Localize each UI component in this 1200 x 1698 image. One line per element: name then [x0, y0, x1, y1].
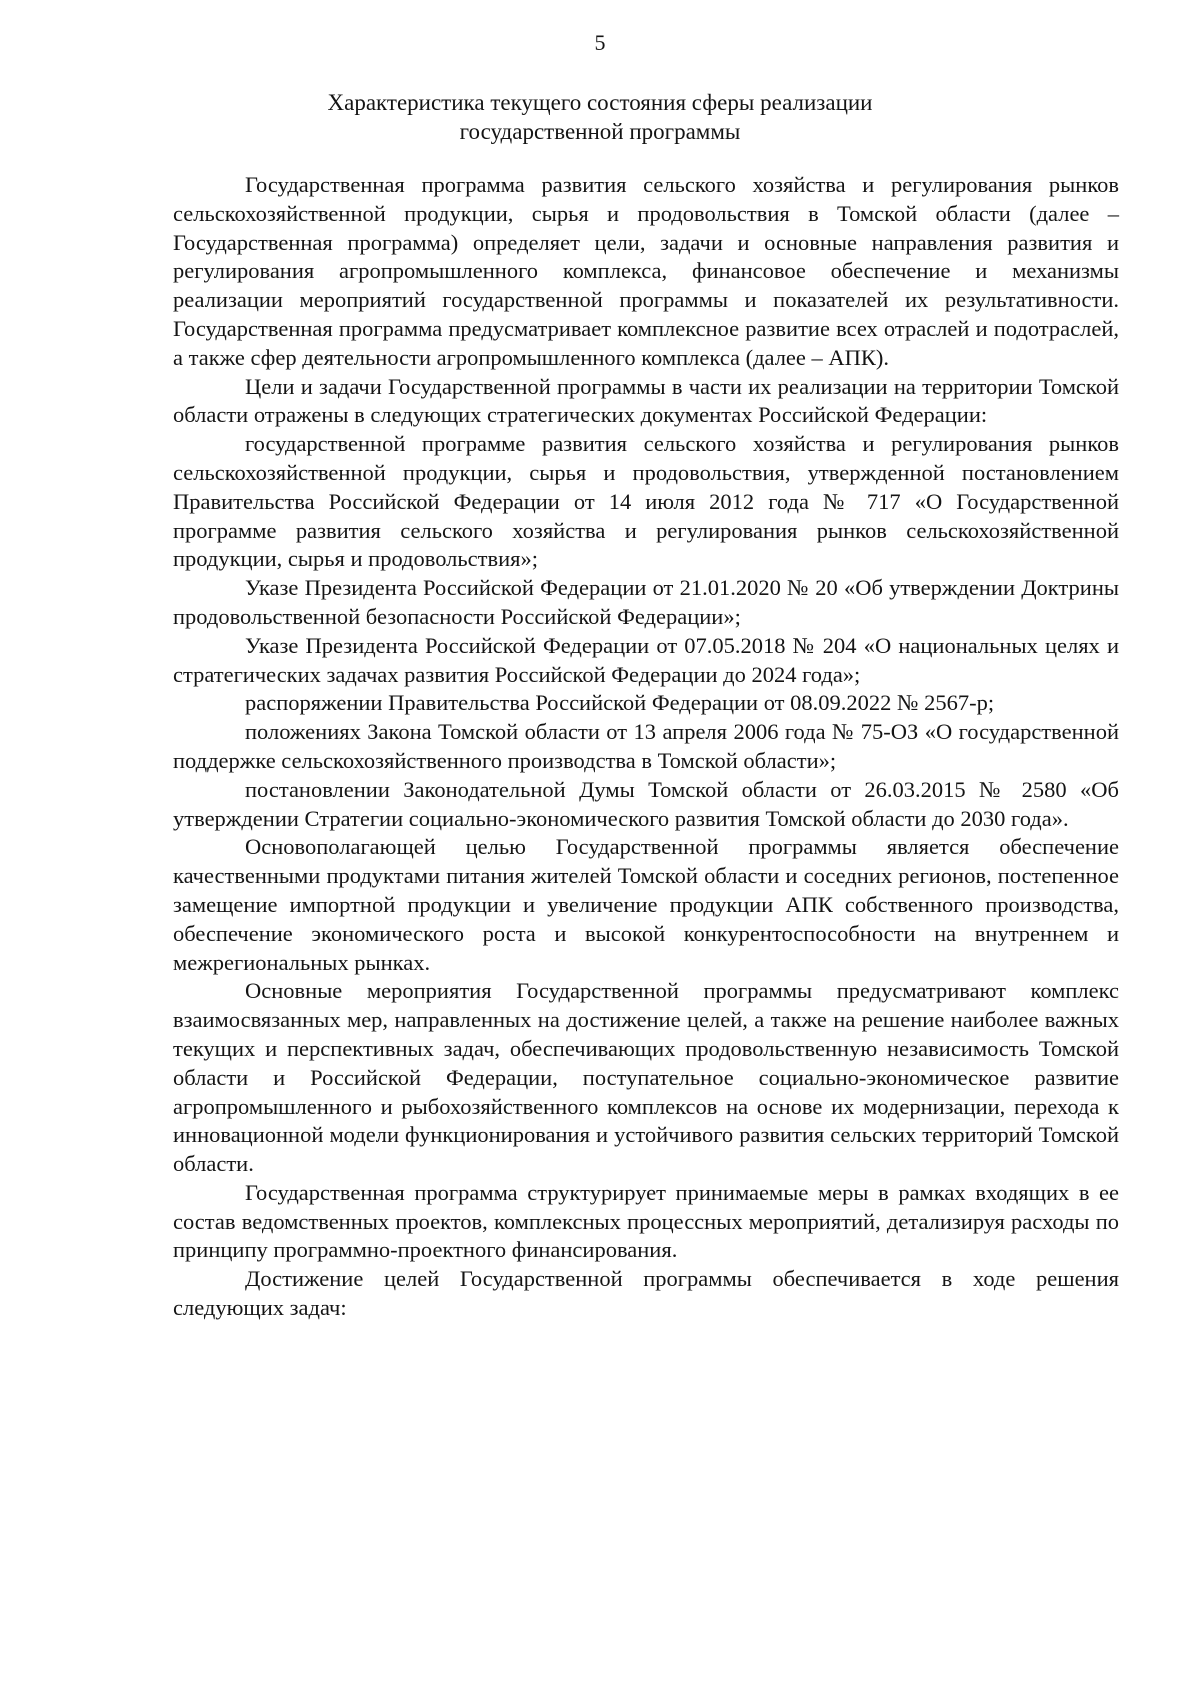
document-body — [173, 171, 1119, 1323]
paragraph: Государственная программа структурирует принимаемые меры в рамках входящих в ее состав ведомственных проектов, комплексных процессных мероприятий, детализируя расходы по принципу программно-проектного финансирования. — [173, 1179, 1119, 1263]
list-item: положениях Закона Томской области от 13 апреля 2006 года № 75-ОЗ «О государственной поддержке сельскохозяйственного производства в Томской области»; — [173, 719, 1119, 773]
paragraph: Цели и задачи Государственной программы в части их реализации на территории Томской области отражены в следующих стратегических документах Российской Федерации: — [173, 373, 1119, 428]
list-item: Указе Президента Российской Федерации от 21.01.2020 № 20 «Об утверждении Доктрины продовольственной безопасности Российской Федерации»; — [173, 575, 1119, 629]
list-item: государственной программе развития сельского хозяйства и регулирования рынков сельскохозяйственной продукции, сырья и продовольствия, утвержденной постановлением Правительства Российской Федерации от 14 июля 2012 года № 717 «О Государственной программе развития сельского хозяйства и регулирования рынков сельскохозяйственной продукции, сырья и продовольствия»; — [173, 431, 1119, 572]
section-title — [260, 88, 940, 146]
paragraph: Основные мероприятия Государственной программы предусматривают комплекс взаимосвязанных мер, направленных на достижение целей, а также на решение наиболее важных текущих и перспективных задач, обеспечивающих продовольственную независимость Томской области и Российской Федерации, поступательное социально-экономическое развитие агропромышленного и рыбохозяйственного комплексов на основе их модернизации, перехода к инновационной модели функционирования и устойчивого развития сельских территорий Томской области. — [173, 978, 1119, 1177]
section-title-line: государственной программы — [459, 119, 741, 144]
paragraph: Основополагающей целью Государственной программы является обеспечение качественными продуктами питания жителей Томской области и соседних регионов, постепенное замещение импортной продукции и увеличение продукции АПК собственного производства, обеспечение экономического роста и высокой конкурентоспособности на внутреннем и межрегиональных рынках. — [173, 834, 1119, 975]
paragraph: Государственная программа развития сельского хозяйства и регулирования рынков сельскохозяйственной продукции, сырья и продовольствия в Томской области (далее – Государственная программа) определяет цели, задачи и основные направления развития и регулирования агропромышленного комплекса, финансовое обеспечение и механизмы реализации мероприятий государственной программы и показателей их результативности. Государственная программа предусматривает комплексное развитие всех отраслей и подотраслей, а также сфер деятельности агропромышленного комплекса (далее – АПК). — [173, 172, 1119, 370]
page-number: 5 — [594, 30, 606, 55]
list-item: распоряжении Правительства Российской Федерации от 08.09.2022 № 2567-р; — [245, 690, 995, 716]
list-item: Указе Президента Российской Федерации от 07.05.2018 № 204 «О национальных целях и стратегических задачах развития Российской Федерации до 2024 года»; — [173, 632, 1119, 687]
paragraph: Достижение целей Государственной программы обеспечивается в ходе решения следующих задач: — [173, 1266, 1119, 1321]
section-title-line: Характеристика текущего состояния сферы реализации — [327, 90, 873, 115]
list-item: постановлении Законодательной Думы Томской области от 26.03.2015 № 2580 «Об утверждении Стратегии социально-экономического развития Томской области до 2030 года». — [173, 776, 1119, 831]
